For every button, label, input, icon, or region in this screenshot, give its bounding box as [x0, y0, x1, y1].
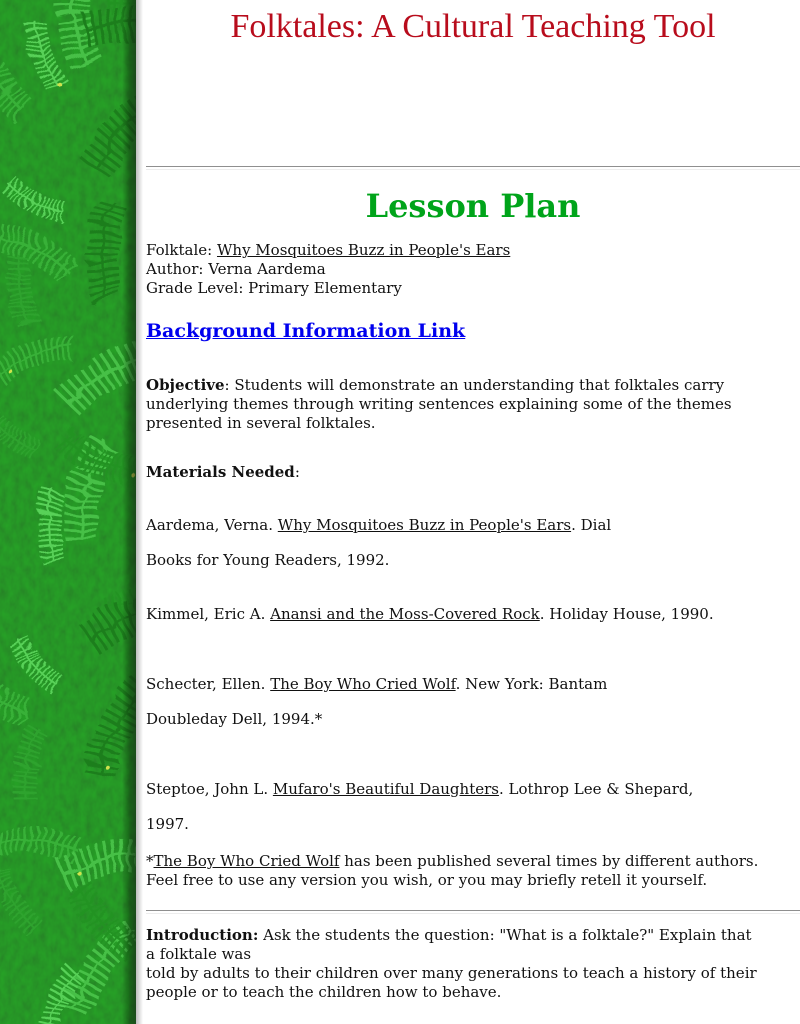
- footnote-book-title: The Boy Who Cried Wolf: [153, 852, 340, 870]
- page-title: Folktales: A Cultural Teaching Tool: [230, 8, 716, 45]
- citation-book-title: Why Mosquitoes Buzz in People's Ears: [277, 516, 572, 534]
- citation-aardema: Aardema, Verna. Why Mosquitoes Buzz in People's Ears. Dial Books for Young Readers, 1992.: [146, 516, 612, 569]
- border-shadow: [122, 0, 136, 1024]
- footnote: *The Boy Who Cried Wolf has been published several times by different authors. Feel free to use any version you wish, or you may briefly retell it yourself.: [146, 852, 759, 889]
- grade-line: Grade Level: Primary Elementary: [146, 279, 402, 297]
- citation-book-title: The Boy Who Cried Wolf: [270, 675, 456, 693]
- lesson-plan-heading: Lesson Plan: [365, 187, 581, 225]
- citation-book-title: Mufaro's Beautiful Daughters: [272, 780, 499, 798]
- border-edge-fade: [136, 0, 146, 1024]
- citation-schecter: Schecter, Ellen. The Boy Who Cried Wolf. New York: Bantam Doubleday Dell, 1994.*: [146, 675, 608, 728]
- materials-label: Materials Needed: [146, 463, 295, 481]
- folktale-title: Why Mosquitoes Buzz in People's Ears: [216, 241, 511, 259]
- fern-foliage-illustration: [0, 0, 136, 1024]
- folktale-label: Folktale:: [146, 241, 217, 259]
- background-info-link[interactable]: Background Information Link: [146, 320, 466, 342]
- materials-heading: Materials Needed:: [146, 463, 300, 481]
- introduction-label: Introduction:: [146, 926, 259, 944]
- citation-book-title: Anansi and the Moss-Covered Rock: [270, 605, 540, 623]
- main-content: [146, 0, 800, 1002]
- fern-border-image: [0, 0, 136, 1024]
- folktale-line: [146, 241, 510, 259]
- objective-paragraph: Objective: Students will demonstrate an understanding that folktales carry underlying themes through writing sentences explaining some of the themes presented in several folktales.: [146, 376, 732, 432]
- author-line: Author: Verna Aardema: [146, 260, 326, 278]
- objective-label: Objective: [146, 376, 225, 394]
- lesson-meta: [146, 241, 800, 298]
- introduction-paragraph: Introduction: Ask the students the question: "What is a folktale?" Explain that a folktale was told by adults to their children over many generations to teach a history of their people or to teach the children how to behave.: [146, 926, 757, 1001]
- background-link-paragraph: [146, 320, 800, 342]
- divider-top: [146, 166, 800, 170]
- divider-bottom: [146, 910, 800, 914]
- citation-steptoe: Steptoe, John L. Mufaro's Beautiful Daughters. Lothrop Lee & Shepard, 1997.: [146, 780, 694, 833]
- citation-kimmel: Kimmel, Eric A. Anansi and the Moss-Covered Rock. Holiday House, 1990.: [146, 605, 714, 623]
